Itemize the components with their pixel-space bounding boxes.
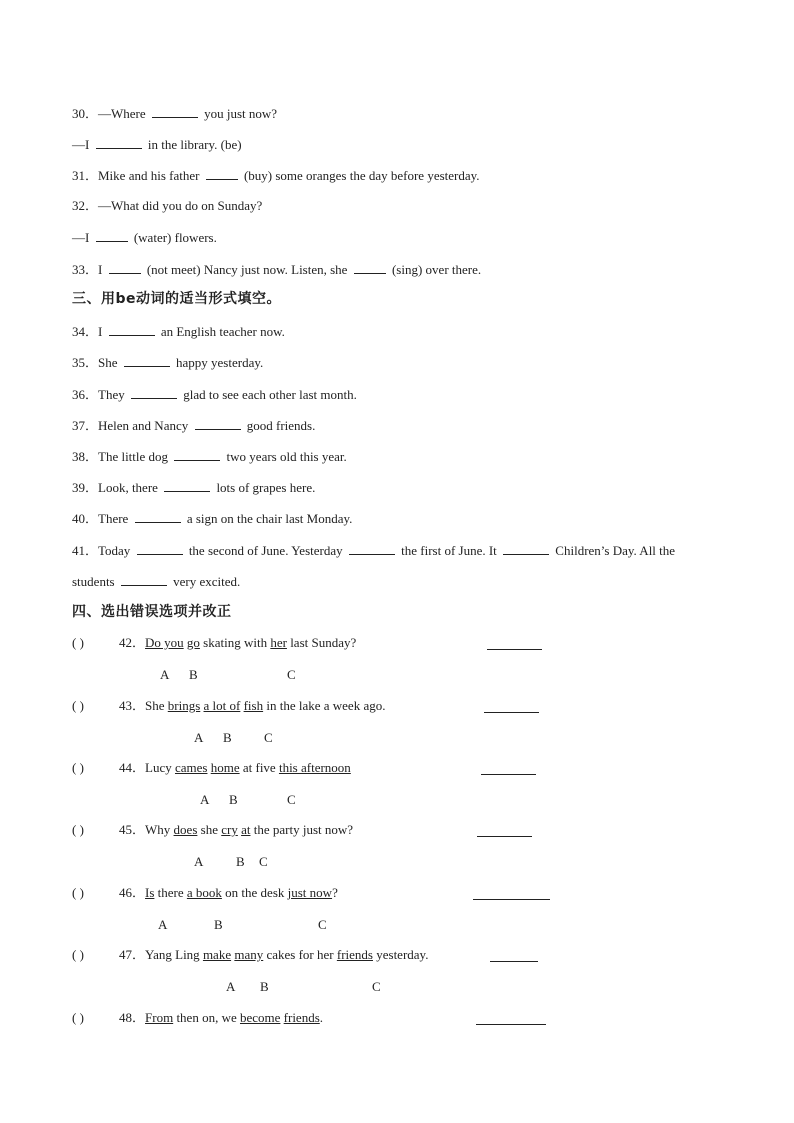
correction-blank[interactable]	[476, 1023, 546, 1025]
question-text: 36．They	[72, 387, 128, 402]
correction-blank[interactable]	[487, 648, 542, 650]
underlined-option: go	[186, 635, 200, 650]
answer-parentheses[interactable]: ( )	[72, 885, 84, 900]
underlined-option: many	[234, 947, 264, 962]
question-text: the first of June. It	[397, 543, 501, 558]
option-letter: B	[236, 854, 245, 869]
underlined-option: Is	[145, 885, 155, 900]
section-heading: 四、选出错误选项并改正	[72, 604, 232, 620]
question-number: 44．	[119, 760, 146, 775]
underlined-option: cry	[221, 822, 238, 837]
underlined-option: a lot of	[203, 698, 241, 713]
answer-blank[interactable]	[164, 479, 210, 492]
underlined-option: just now	[287, 885, 333, 900]
answer-blank[interactable]	[349, 542, 395, 555]
underlined-option: does	[173, 822, 198, 837]
correction-blank[interactable]	[484, 711, 539, 713]
answer-blank[interactable]	[137, 542, 183, 555]
question-text: 31．Mike and his father	[72, 168, 203, 183]
question-text: at five	[239, 760, 279, 775]
underlined-option: make	[202, 947, 232, 962]
question-line	[72, 105, 277, 122]
option-letter: B	[260, 979, 269, 994]
question-line	[72, 198, 262, 214]
answer-blank[interactable]	[503, 542, 549, 555]
option-letter: C	[287, 792, 296, 807]
answer-parentheses[interactable]: ( )	[72, 822, 84, 837]
question-line	[72, 323, 285, 340]
question-text: (sing) over there.	[388, 262, 482, 277]
question-line	[119, 1010, 323, 1026]
underlined-option: fish	[243, 698, 264, 713]
option-letter: A	[194, 730, 204, 745]
question-text: 40．There	[72, 511, 132, 526]
correction-blank[interactable]	[490, 960, 538, 962]
underlined-option: a book	[186, 885, 222, 900]
option-letter: A	[158, 917, 168, 932]
question-text: last Sunday?	[286, 635, 357, 650]
underlined-option: this afternoon	[278, 760, 351, 775]
question-line	[72, 136, 242, 153]
question-number: 46．	[119, 885, 146, 900]
answer-blank[interactable]	[174, 448, 220, 461]
question-text: 32．—What did you do on Sunday?	[72, 198, 263, 213]
answer-blank[interactable]	[124, 354, 170, 367]
question-line	[72, 167, 480, 184]
question-text: she	[197, 822, 222, 837]
question-text: (not meet) Nancy just now. Listen, she	[143, 262, 351, 277]
answer-blank[interactable]	[354, 261, 386, 274]
question-text: yesterday.	[372, 947, 429, 962]
question-line	[119, 760, 351, 776]
question-text: —I	[72, 137, 93, 152]
underlined-option: become	[239, 1010, 281, 1025]
answer-blank[interactable]	[121, 573, 167, 586]
question-text: Children’s Day. All the	[552, 543, 676, 558]
question-text: 41．Today	[72, 543, 134, 558]
question-text: in the library. (be)	[144, 137, 242, 152]
question-number: 48．	[119, 1010, 146, 1025]
answer-blank[interactable]	[96, 229, 128, 242]
answer-blank[interactable]	[135, 510, 181, 523]
option-letter: A	[226, 979, 236, 994]
question-line	[119, 885, 338, 901]
question-line	[72, 417, 315, 434]
underlined-option: friends	[336, 947, 373, 962]
question-number: 47．	[119, 947, 146, 962]
underlined-option: friends	[283, 1010, 320, 1025]
answer-blank[interactable]	[195, 417, 241, 430]
underlined-option: home	[210, 760, 240, 775]
question-text: 30．—Where	[72, 106, 149, 121]
underlined-option: From	[145, 1010, 174, 1025]
option-letter: C	[259, 854, 268, 869]
question-line	[119, 635, 356, 651]
answer-parentheses[interactable]: ( )	[72, 635, 84, 650]
question-text: lots of grapes here.	[213, 480, 316, 495]
question-text: the second of June. Yesterday	[185, 543, 346, 558]
question-text: in the lake a week ago.	[263, 698, 386, 713]
question-text: then on, we	[173, 1010, 240, 1025]
underlined-option: at	[241, 822, 251, 837]
question-line	[72, 479, 315, 496]
question-text: 39．Look, there	[72, 480, 162, 495]
underlined-option: her	[270, 635, 287, 650]
question-text: Why	[145, 822, 174, 837]
question-line	[119, 698, 385, 714]
question-text: glad to see each other last month.	[179, 387, 357, 402]
question-text: you just now?	[200, 106, 278, 121]
question-line	[72, 510, 352, 527]
question-text: ?	[332, 885, 338, 900]
question-text: skating with	[199, 635, 271, 650]
answer-blank[interactable]	[109, 323, 155, 336]
underlined-option: brings	[167, 698, 201, 713]
question-text: (water) flowers.	[130, 230, 217, 245]
answer-blank[interactable]	[131, 386, 177, 399]
question-line	[119, 947, 428, 963]
question-text: 38．The little dog	[72, 449, 172, 464]
question-text: Lucy	[145, 760, 175, 775]
question-text: Yang Ling	[145, 947, 203, 962]
question-number: 45．	[119, 822, 146, 837]
question-text: 33．I	[72, 262, 106, 277]
question-text: .	[319, 1010, 324, 1025]
question-text: on the desk	[221, 885, 288, 900]
option-letter: C	[318, 917, 327, 932]
option-letter: B	[223, 730, 232, 745]
question-text: She	[145, 698, 168, 713]
answer-parentheses[interactable]: ( )	[72, 1010, 84, 1025]
option-letter: A	[160, 667, 170, 682]
question-text: (buy) some oranges the day before yesterday.	[240, 168, 480, 183]
correction-blank[interactable]	[477, 835, 532, 837]
question-text: the party just now?	[250, 822, 354, 837]
correction-blank[interactable]	[473, 898, 550, 900]
answer-blank[interactable]	[152, 105, 198, 118]
question-text: two years old this year.	[223, 449, 347, 464]
answer-parentheses[interactable]: ( )	[72, 947, 84, 962]
answer-parentheses[interactable]: ( )	[72, 760, 84, 775]
question-line	[72, 354, 263, 371]
question-text: 37．Helen and Nancy	[72, 418, 192, 433]
question-text: an English teacher now.	[157, 324, 285, 339]
option-letter: B	[229, 792, 238, 807]
question-line	[72, 542, 675, 559]
question-line	[72, 573, 240, 590]
answer-blank[interactable]	[109, 261, 141, 274]
underlined-option: Do you	[145, 635, 184, 650]
question-text: good friends.	[243, 418, 316, 433]
question-text: 34．I	[72, 324, 106, 339]
question-line	[72, 448, 347, 465]
answer-blank[interactable]	[96, 136, 142, 149]
option-letter: C	[372, 979, 381, 994]
option-letter: A	[194, 854, 204, 869]
option-letter: C	[264, 730, 273, 745]
question-number: 43．	[119, 698, 146, 713]
answer-parentheses[interactable]: ( )	[72, 698, 84, 713]
underlined-option: cames	[174, 760, 208, 775]
question-line	[119, 822, 353, 838]
option-letter: B	[189, 667, 198, 682]
question-text: a sign on the chair last Monday.	[183, 511, 353, 526]
option-letter: A	[200, 792, 210, 807]
question-line	[72, 229, 217, 246]
question-line	[72, 386, 357, 403]
question-text: happy yesterday.	[172, 355, 264, 370]
section-heading: 三、用be动词的适当形式填空。	[72, 291, 282, 307]
question-text: cakes for her	[263, 947, 337, 962]
question-text: students	[72, 574, 118, 589]
answer-blank[interactable]	[206, 167, 238, 180]
question-line	[72, 261, 481, 278]
correction-blank[interactable]	[481, 773, 536, 775]
question-text: there	[154, 885, 187, 900]
option-letter: C	[287, 667, 296, 682]
question-text: very excited.	[169, 574, 241, 589]
question-number: 42．	[119, 635, 146, 650]
question-text: 35．She	[72, 355, 121, 370]
option-letter: B	[214, 917, 223, 932]
question-text: —I	[72, 230, 93, 245]
